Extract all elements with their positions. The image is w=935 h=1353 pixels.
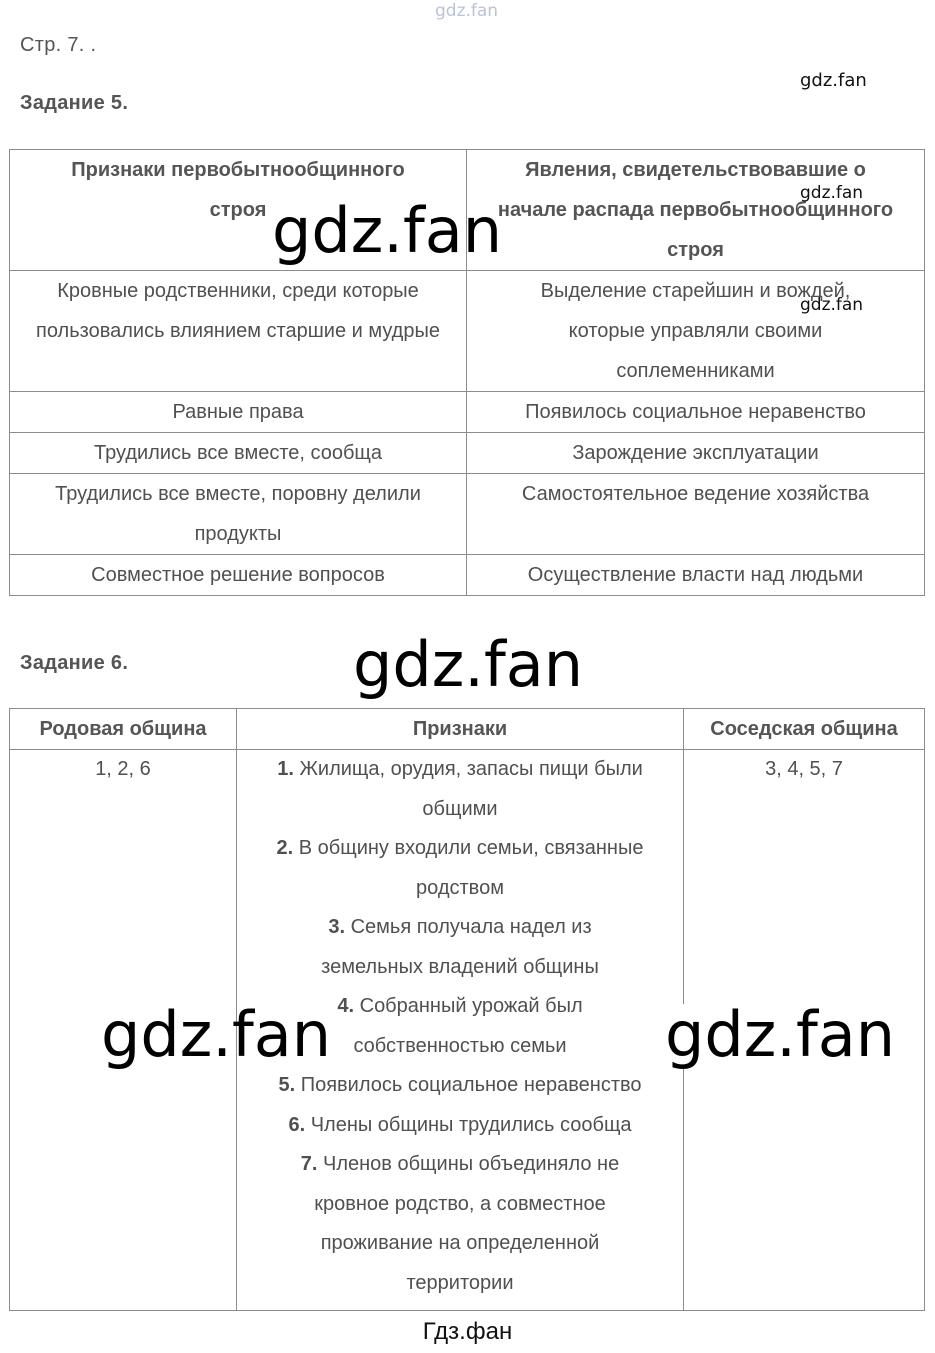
- table-cell: Трудились все вместе, поровну делили продукты: [10, 474, 467, 555]
- feature-number: 5.: [278, 1074, 296, 1096]
- task6-col-clan: Родовая община: [10, 709, 237, 750]
- neighbor-answer: 3, 4, 5, 7: [684, 750, 925, 1311]
- feature-text: Семья получала надел из земельных владений общины: [321, 916, 599, 978]
- table-row: [10, 271, 925, 392]
- watermark-large: gdz.fan: [665, 1004, 899, 1066]
- table-row: [10, 474, 925, 555]
- table-cell: Появилось социальное неравенство: [467, 392, 925, 433]
- feature-text: Члены общины трудились сообща: [305, 1113, 632, 1136]
- watermark-top: gdz.fan: [435, 1, 499, 21]
- watermark-small: gdz.fan: [800, 183, 864, 203]
- watermark-large: gdz.fan: [101, 998, 332, 1071]
- table-row: [10, 555, 925, 596]
- table-cell: Выделение старейшин и вождей, которые управляли своими соплеменниками: [467, 271, 925, 392]
- feature-text: Появилось социальное неравенство: [295, 1074, 642, 1096]
- feature-number: 7.: [300, 1153, 318, 1175]
- watermark-right: gdz.fan: [800, 70, 867, 91]
- footer-text: Гдз.фан: [422, 1318, 513, 1345]
- watermark-large: gdz.fan: [272, 194, 503, 267]
- table-cell: Совместное решение вопросов: [10, 555, 467, 596]
- watermark-large: gdz.fan: [353, 628, 584, 701]
- feature-number: 2.: [276, 837, 294, 859]
- clan-answer: 1, 2, 6: [10, 750, 237, 1311]
- feature-item: [249, 1066, 671, 1106]
- feature-text: Собранный урожай был собственностью семьи: [353, 995, 583, 1057]
- feature-text: Членов общины объединяло не кровное родство, а совместное проживание на определенной территории: [314, 1153, 620, 1294]
- page-reference: Стр. 7. .: [20, 34, 97, 56]
- feature-text: В общину входили семьи, связанные родством: [293, 837, 644, 899]
- task6-header-row: [10, 709, 925, 750]
- feature-number: 3.: [328, 916, 346, 938]
- table-cell: Равные права: [10, 392, 467, 433]
- feature-item: [249, 1145, 671, 1303]
- table-cell: Трудились все вместе, сообща: [10, 433, 467, 474]
- task5-title: Задание 5.: [20, 92, 129, 114]
- task5-col-signs: Признаки первобытнообщинного строя: [10, 150, 467, 271]
- feature-number: 4.: [337, 995, 355, 1017]
- watermark-small: gdz.fan: [800, 295, 864, 315]
- task6-col-neighbor: Соседская община: [684, 709, 925, 750]
- table-cell: Самостоятельное ведение хозяйства: [467, 474, 925, 555]
- table-row: [10, 392, 925, 433]
- table-cell: Зарождение эксплуатации: [467, 433, 925, 474]
- feature-number: 6.: [288, 1113, 306, 1136]
- task5-col-decline: Явления, свидетельствовавшие о начале распада первобытнообщинного строя: [467, 150, 925, 271]
- feature-number: 1.: [277, 758, 294, 780]
- table-row: [10, 433, 925, 474]
- feature-item: [249, 1106, 671, 1146]
- table-cell: Осуществление власти над людьми: [467, 555, 925, 596]
- feature-item: [249, 829, 671, 908]
- feature-item: [249, 750, 671, 829]
- task6-col-features: Признаки: [237, 709, 684, 750]
- feature-text: Жилища, орудия, запасы пищи были общими: [293, 758, 643, 820]
- task6-title: Задание 6.: [20, 652, 129, 674]
- feature-item: [249, 908, 671, 987]
- table-cell: Кровные родственники, среди которые пользовались влиянием старшие и мудрые: [10, 271, 467, 392]
